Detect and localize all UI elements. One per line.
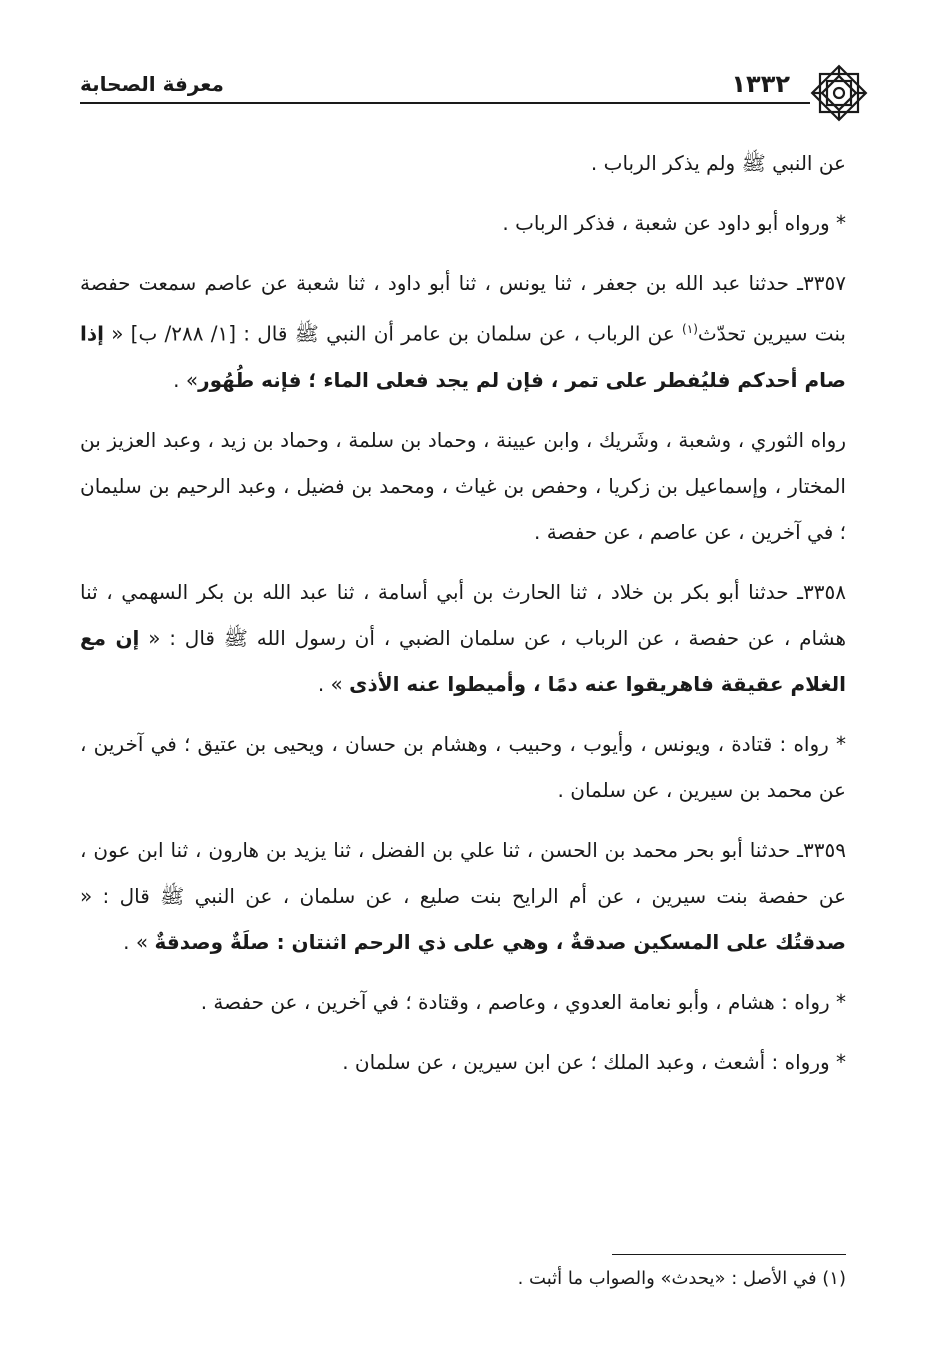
text-span: * ورواه : أشعث ، وعبد الملك ؛ عن ابن سيرين ، عن سلمان .	[342, 1049, 846, 1074]
running-title: معرفة الصحابة	[80, 72, 224, 96]
hadith-3359	[80, 827, 846, 965]
isnad-text: ٣٣٥٨ـ حدثنا أبو بكر بن خلاد ، ثنا الحارث بن أبي أسامة ، ثنا عبد الله بن بكر السهمي ، ثنا هشام ، عن حفصة ، عن الرباب ، عن سلمان الضبي ، أن رسول الله ﷺ قال : «	[80, 579, 846, 650]
paragraph	[80, 417, 846, 555]
hadith-3358	[80, 569, 846, 707]
quote-close: » .	[123, 929, 155, 954]
text-span: * ورواه أبو داود عن شعبة ، فذكر الرباب .	[502, 211, 846, 235]
paragraph	[80, 200, 846, 246]
hadith-text: إن مع الغلام عقيقة فاهريقوا عنه دمًا ، وأميطوا عنه الأذى	[80, 625, 846, 696]
paragraph	[80, 140, 846, 186]
hadith-text: إذا صام أحدكم فليُفطر على تمر ، فإن لم يجد فعلى الماء ؛ فإنه طُهُور	[80, 321, 846, 392]
hadith-3357	[80, 260, 846, 403]
header-rule	[80, 102, 810, 104]
isnad-text: ٣٣٥٧ـ حدثنا عبد الله بن جعفر ، ثنا يونس ، ثنا أبو داود ، ثنا شعبة عن عاصم سمعت حفصة بنت سيرين تحدّث	[80, 271, 847, 346]
page-number: ١٣٣٢	[731, 70, 790, 98]
quote-close: » .	[173, 367, 199, 392]
text-span: عن النبي ﷺ ولم يذكر الرباب .	[590, 151, 846, 175]
quote-close: » .	[317, 671, 350, 696]
isnad-text: ٣٣٥٩ـ حدثنا أبو بحر محمد بن الحسن ، ثنا علي بن الفضل ، ثنا يزيد بن هارون ، ثنا ابن عون ، عن حفصة بنت سيرين ، عن أم الرايح بنت صليع ، عن سلمان ، عن النبي ﷺ قال : «	[80, 837, 846, 908]
paragraph	[80, 1039, 846, 1085]
isnad-text: عن الرباب ، عن سلمان بن عامر أن النبي ﷺ قال : [١/ ٢٨٨/ ب] «	[103, 321, 683, 346]
footnote: (١) في الأصل : «يحدث» والصواب ما أثبت .	[517, 1268, 846, 1289]
main-text	[80, 140, 846, 1099]
paragraph	[80, 979, 846, 1025]
footnote-ref: (١)	[682, 322, 698, 336]
text-span: * رواه : قتادة ، ويونس ، وأيوب ، وحبيب ، وهشام بن حسان ، ويحيى بن عتيق ؛ في آخرين ، عن محمد بن سيرين ، عن سلمان .	[80, 731, 846, 802]
text-span: * رواه : هشام ، وأبو نعامة العدوي ، وعاصم ، وقتادة ؛ في آخرين ، عن حفصة .	[200, 989, 846, 1014]
hadith-text: صدقتُك على المسكين صدقةٌ ، وهي على ذي الرحم اثنتان : صلَةٌ وصدقةٌ	[154, 929, 846, 954]
footnote-rule	[612, 1254, 846, 1255]
text-span: رواه الثوري ، وشعبة ، وشَريك ، وابن عيينة ، وحماد بن سلمة ، وحماد بن زيد ، وعبد العزيز بن المختار ، وإسماعيل بن زكريا ، وحفص بن غياث ، ومحمد بن فضيل ، وعبد الرحيم بن سليمان ؛ في آخرين ، عن عاصم ، عن حفصة .	[80, 427, 846, 544]
paragraph	[80, 721, 846, 813]
page-header	[80, 62, 870, 104]
octagonal-star-ornament-icon	[808, 62, 870, 124]
